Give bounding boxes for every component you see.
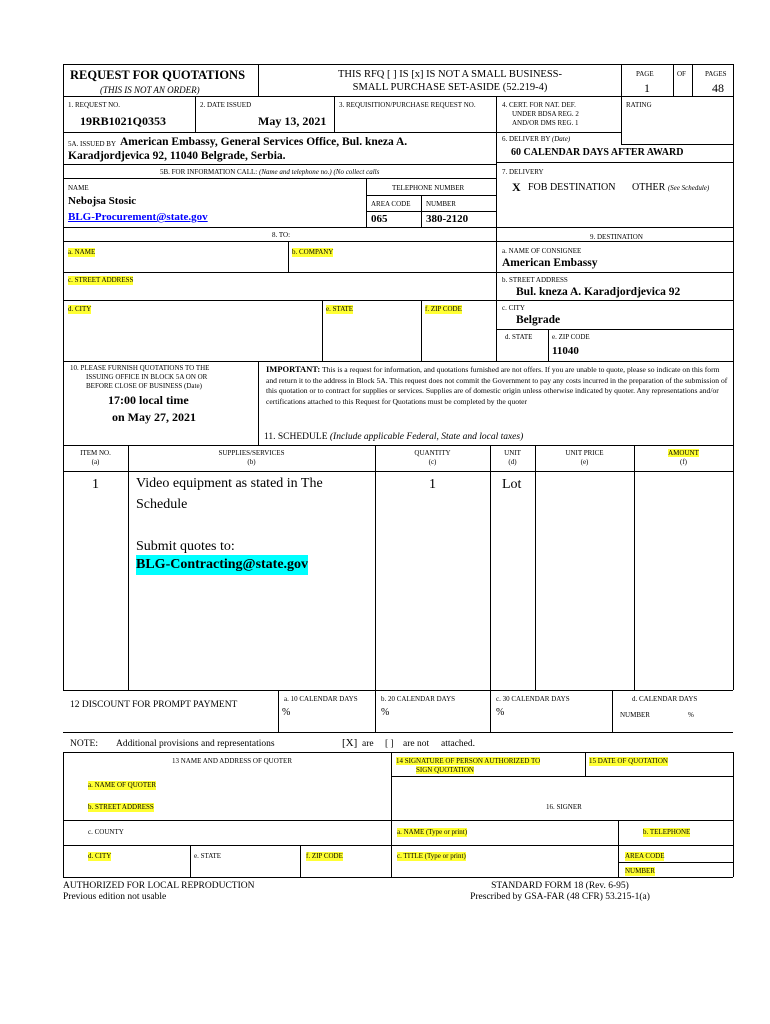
item-quantity: 1 <box>429 477 436 492</box>
area-code-label: AREA CODE <box>371 200 411 208</box>
item-description-line1: Video equipment as stated in The <box>136 476 323 491</box>
discount-20-days-label: b. 20 CALENDAR DAYS <box>381 695 456 703</box>
submit-quotes-email[interactable]: BLG-Contracting@state.gov <box>136 555 308 575</box>
request-no-label: 1. REQUEST NO. <box>68 101 120 109</box>
schedule-title-text: 11. SCHEDULE <box>264 432 328 442</box>
footer-previous-edition: Previous edition not usable <box>63 892 167 902</box>
signer-area-code-label[interactable]: AREA CODE <box>625 852 665 860</box>
schedule-title-note: (Include applicable Federal, State and local taxes) <box>329 432 524 442</box>
total-pages: 48 <box>712 81 724 95</box>
other-label: OTHER <box>632 182 666 193</box>
delivery-label: 7. DELIVERY <box>502 168 544 176</box>
to-label: 8. TO: <box>272 231 291 239</box>
date-issued-value: May 13, 2021 <box>258 114 327 128</box>
are-attached-checkbox[interactable]: [X] <box>342 737 358 749</box>
discount-10-days-pct[interactable]: % <box>282 707 291 718</box>
are-not-label: are not <box>403 739 430 749</box>
col-header-amount <box>634 449 733 467</box>
col-quantity-sub: (c) <box>428 458 437 466</box>
name-label: NAME <box>68 184 89 192</box>
signature-label-line1: 14 SIGNATURE OF PERSON AUTHORIZED TO <box>396 757 541 765</box>
col-header-supplies <box>128 449 375 467</box>
footer-reproduction: AUTHORIZED FOR LOCAL REPRODUCTION <box>63 881 255 891</box>
contact-name: Nebojsa Stosic <box>68 195 137 207</box>
quoter-street-label[interactable]: b. STREET ADDRESS <box>88 803 154 811</box>
phone-number-value: 380-2120 <box>426 213 469 225</box>
item-number: 1 <box>92 477 99 492</box>
item-description-line2: Schedule <box>136 497 188 512</box>
to-state-label[interactable]: e. STATE <box>326 305 354 313</box>
contact-email-link[interactable]: BLG-Procurement@state.gov <box>68 211 208 223</box>
item-description <box>136 473 323 515</box>
col-unit-price-sub: (e) <box>580 458 589 466</box>
item-unit: Lot <box>502 477 522 492</box>
attached-label: attached. <box>441 739 476 749</box>
schedule-title <box>264 432 523 442</box>
to-company-label[interactable]: b. COMPANY <box>292 248 334 256</box>
dest-state-label: d. STATE <box>505 333 533 341</box>
dest-zip-label: e. ZIP CODE <box>552 333 590 341</box>
quoter-county-label[interactable]: c. COUNTY <box>88 828 124 836</box>
other-option[interactable] <box>632 182 709 193</box>
are-not-attached-checkbox[interactable]: [ ] <box>385 739 394 749</box>
deadline-line1: 10. PLEASE FURNISH QUOTATIONS TO THE <box>70 364 210 372</box>
signer-title-label[interactable]: c. TITLE (Type or print) <box>397 852 466 860</box>
deadline-line3: BEFORE CLOSE OF BUSINESS (Date) <box>86 382 202 390</box>
dest-street-value: Bul. kneza A. Karadjordjevica 92 <box>516 286 681 298</box>
info-call-label <box>160 168 379 177</box>
cert-label-line3: AND/OR DMS REG. 1 <box>512 119 579 127</box>
col-supplies-label: SUPPLIES/SERVICES <box>218 449 285 457</box>
signature-label-line2: SIGN QUOTATION <box>416 766 474 774</box>
submit-quotes-label: Submit quotes to: <box>136 539 235 554</box>
signature-label[interactable] <box>396 757 540 775</box>
footer-left <box>63 881 255 903</box>
signer-name-label[interactable]: a. NAME (Type or print) <box>397 828 468 836</box>
deadline-line2: ISSUING OFFICE IN BLOCK 5A ON OR <box>86 373 208 381</box>
date-of-quotation-label[interactable]: 15 DATE OF QUOTATION <box>589 757 668 765</box>
fob-destination-checkbox[interactable]: X <box>512 180 521 194</box>
area-code-value: 065 <box>371 213 388 225</box>
info-call-note: (Name and telephone no.) (No collect calls <box>258 168 380 176</box>
to-zip-label[interactable]: f. ZIP CODE <box>425 305 462 313</box>
issued-by-line2: Karadjordjevica 92, 11040 Belgrade, Serbia. <box>68 150 286 162</box>
dest-street-label: b. STREET ADDRESS <box>502 276 568 284</box>
form-title: REQUEST FOR QUOTATIONS <box>70 68 246 82</box>
deliver-by-label <box>502 135 570 144</box>
telephone-label: TELEPHONE NUMBER <box>392 184 465 192</box>
set-aside-status <box>300 68 600 94</box>
consignee-label: a. NAME OF CONSIGNEE <box>502 247 582 255</box>
of-label: OF <box>677 70 686 78</box>
signer-telephone-label[interactable]: b. TELEPHONE <box>643 828 691 836</box>
date-issued-label: 2. DATE ISSUED <box>200 101 252 109</box>
requisition-label: 3. REQUISITION/PURCHASE REQUEST NO. <box>339 101 476 109</box>
col-quantity-label: QUANTITY <box>414 449 451 457</box>
discount-10-days-label: a. 10 CALENDAR DAYS <box>284 695 358 703</box>
info-call-label-text: 5B. FOR INFORMATION CALL: <box>160 168 258 176</box>
cert-label <box>502 101 579 128</box>
fob-destination-label: FOB DESTINATION <box>528 182 616 193</box>
col-unit-label: UNIT <box>504 449 521 457</box>
dest-zip-value: 11040 <box>552 345 579 357</box>
request-no-value: 19RB1021Q0353 <box>80 114 167 128</box>
consignee-value: American Embassy <box>502 257 598 269</box>
note-text: Additional provisions and representations <box>116 739 275 749</box>
set-aside-line2: SMALL PURCHASE SET-ASIDE (52.219-4) <box>352 82 548 93</box>
rating-label: RATING <box>626 101 652 109</box>
important-label: IMPORTANT: <box>266 364 321 374</box>
discount-30-days-pct[interactable]: % <box>496 707 505 718</box>
discount-number-label[interactable]: NUMBER <box>620 711 650 719</box>
col-unit-sub: (d) <box>508 458 517 466</box>
footer-form-number: STANDARD FORM 18 (Rev. 6-95) <box>491 881 629 891</box>
col-header-quantity <box>375 449 490 467</box>
col-item-label: ITEM NO. <box>80 449 111 457</box>
discount-calendar-days-label: d. CALENDAR DAYS <box>632 695 698 703</box>
col-header-unit-price <box>535 449 634 467</box>
col-amount-sub: (f) <box>680 458 687 466</box>
set-aside-line1: THIS RFQ [ ] IS [x] IS NOT A SMALL BUSINESS- <box>337 69 563 80</box>
signer-label: 16. SIGNER <box>546 803 582 811</box>
quote-deadline-instructions <box>70 364 255 391</box>
discount-20-days-pct[interactable]: % <box>381 707 390 718</box>
deliver-by-date-note: (Date) <box>551 135 571 143</box>
quoter-state-label[interactable]: e. STATE <box>194 852 222 860</box>
quoter-name-label[interactable]: a. NAME OF QUOTER <box>88 781 157 789</box>
page-label: PAGE <box>636 70 654 78</box>
deadline-time: 17:00 local time <box>108 393 189 407</box>
note-label: NOTE: <box>70 739 98 749</box>
footer-right <box>440 881 680 903</box>
are-label: are <box>362 739 374 749</box>
cert-label-line1: 4. CERT. FOR NAT. DEF. <box>502 101 576 109</box>
deliver-by-value: 60 CALENDAR DAYS AFTER AWARD <box>511 147 684 158</box>
quoter-city-label[interactable]: d. CITY <box>88 852 112 860</box>
to-city-label[interactable]: d. CITY <box>68 305 92 313</box>
deadline-date: on May 27, 2021 <box>112 410 196 424</box>
dest-city-value: Belgrade <box>516 314 561 326</box>
to-name-label[interactable]: a. NAME <box>68 248 96 256</box>
issued-by-label: 5A. ISSUED BY <box>68 140 117 148</box>
number-label: NUMBER <box>426 200 456 208</box>
form-subtitle: (THIS IS NOT AN ORDER) <box>100 85 200 95</box>
signer-number-label[interactable]: NUMBER <box>625 867 655 875</box>
pages-label: PAGES <box>705 70 727 78</box>
page-number: 1 <box>644 81 650 95</box>
discount-label: 12 DISCOUNT FOR PROMPT PAYMENT <box>70 700 238 710</box>
quoter-address-label: 13 NAME AND ADDRESS OF QUOTER <box>172 757 292 765</box>
other-note: (See Schedule) <box>667 184 710 192</box>
dest-city-label: c. CITY <box>502 304 525 312</box>
important-notice <box>266 364 732 407</box>
footer-prescribed-by: Prescribed by GSA-FAR (48 CFR) 53.215-1(a) <box>470 892 650 902</box>
col-amount-label[interactable]: AMOUNT <box>668 449 699 457</box>
deliver-by-label-text: 6. DELIVER BY <box>502 135 551 143</box>
destination-label: 9. DESTINATION <box>590 233 643 241</box>
discount-number-pct[interactable]: % <box>688 711 694 719</box>
to-street-label[interactable]: c. STREET ADDRESS <box>68 276 134 284</box>
quoter-zip-label[interactable]: f. ZIP CODE <box>306 852 343 860</box>
col-item-sub: (a) <box>91 458 100 466</box>
col-unit-price-label: UNIT PRICE <box>565 449 604 457</box>
issued-by-line1: American Embassy, General Services Office, Bul. kneza A. <box>120 136 408 148</box>
discount-30-days-label: c. 30 CALENDAR DAYS <box>496 695 570 703</box>
cert-label-line2: UNDER BDSA REG. 2 <box>512 110 579 118</box>
important-text: This is a request for information, and quotations furnished are not offers. If you are unable to quote, please so indicate on this form and return it to the address in Block 5A. This request does not commit the Government to pay any costs incurred in the preparation of the submission of this quotation or to contract for supplies or services. Supplies are of domestic origin unless otherwise indicated by quoter. Any representations and/or certifications attached to this Request for Quotations must be completed by the quoter <box>266 365 728 406</box>
col-header-item <box>63 449 128 467</box>
col-supplies-sub: (b) <box>247 458 256 466</box>
col-header-unit <box>490 449 535 467</box>
